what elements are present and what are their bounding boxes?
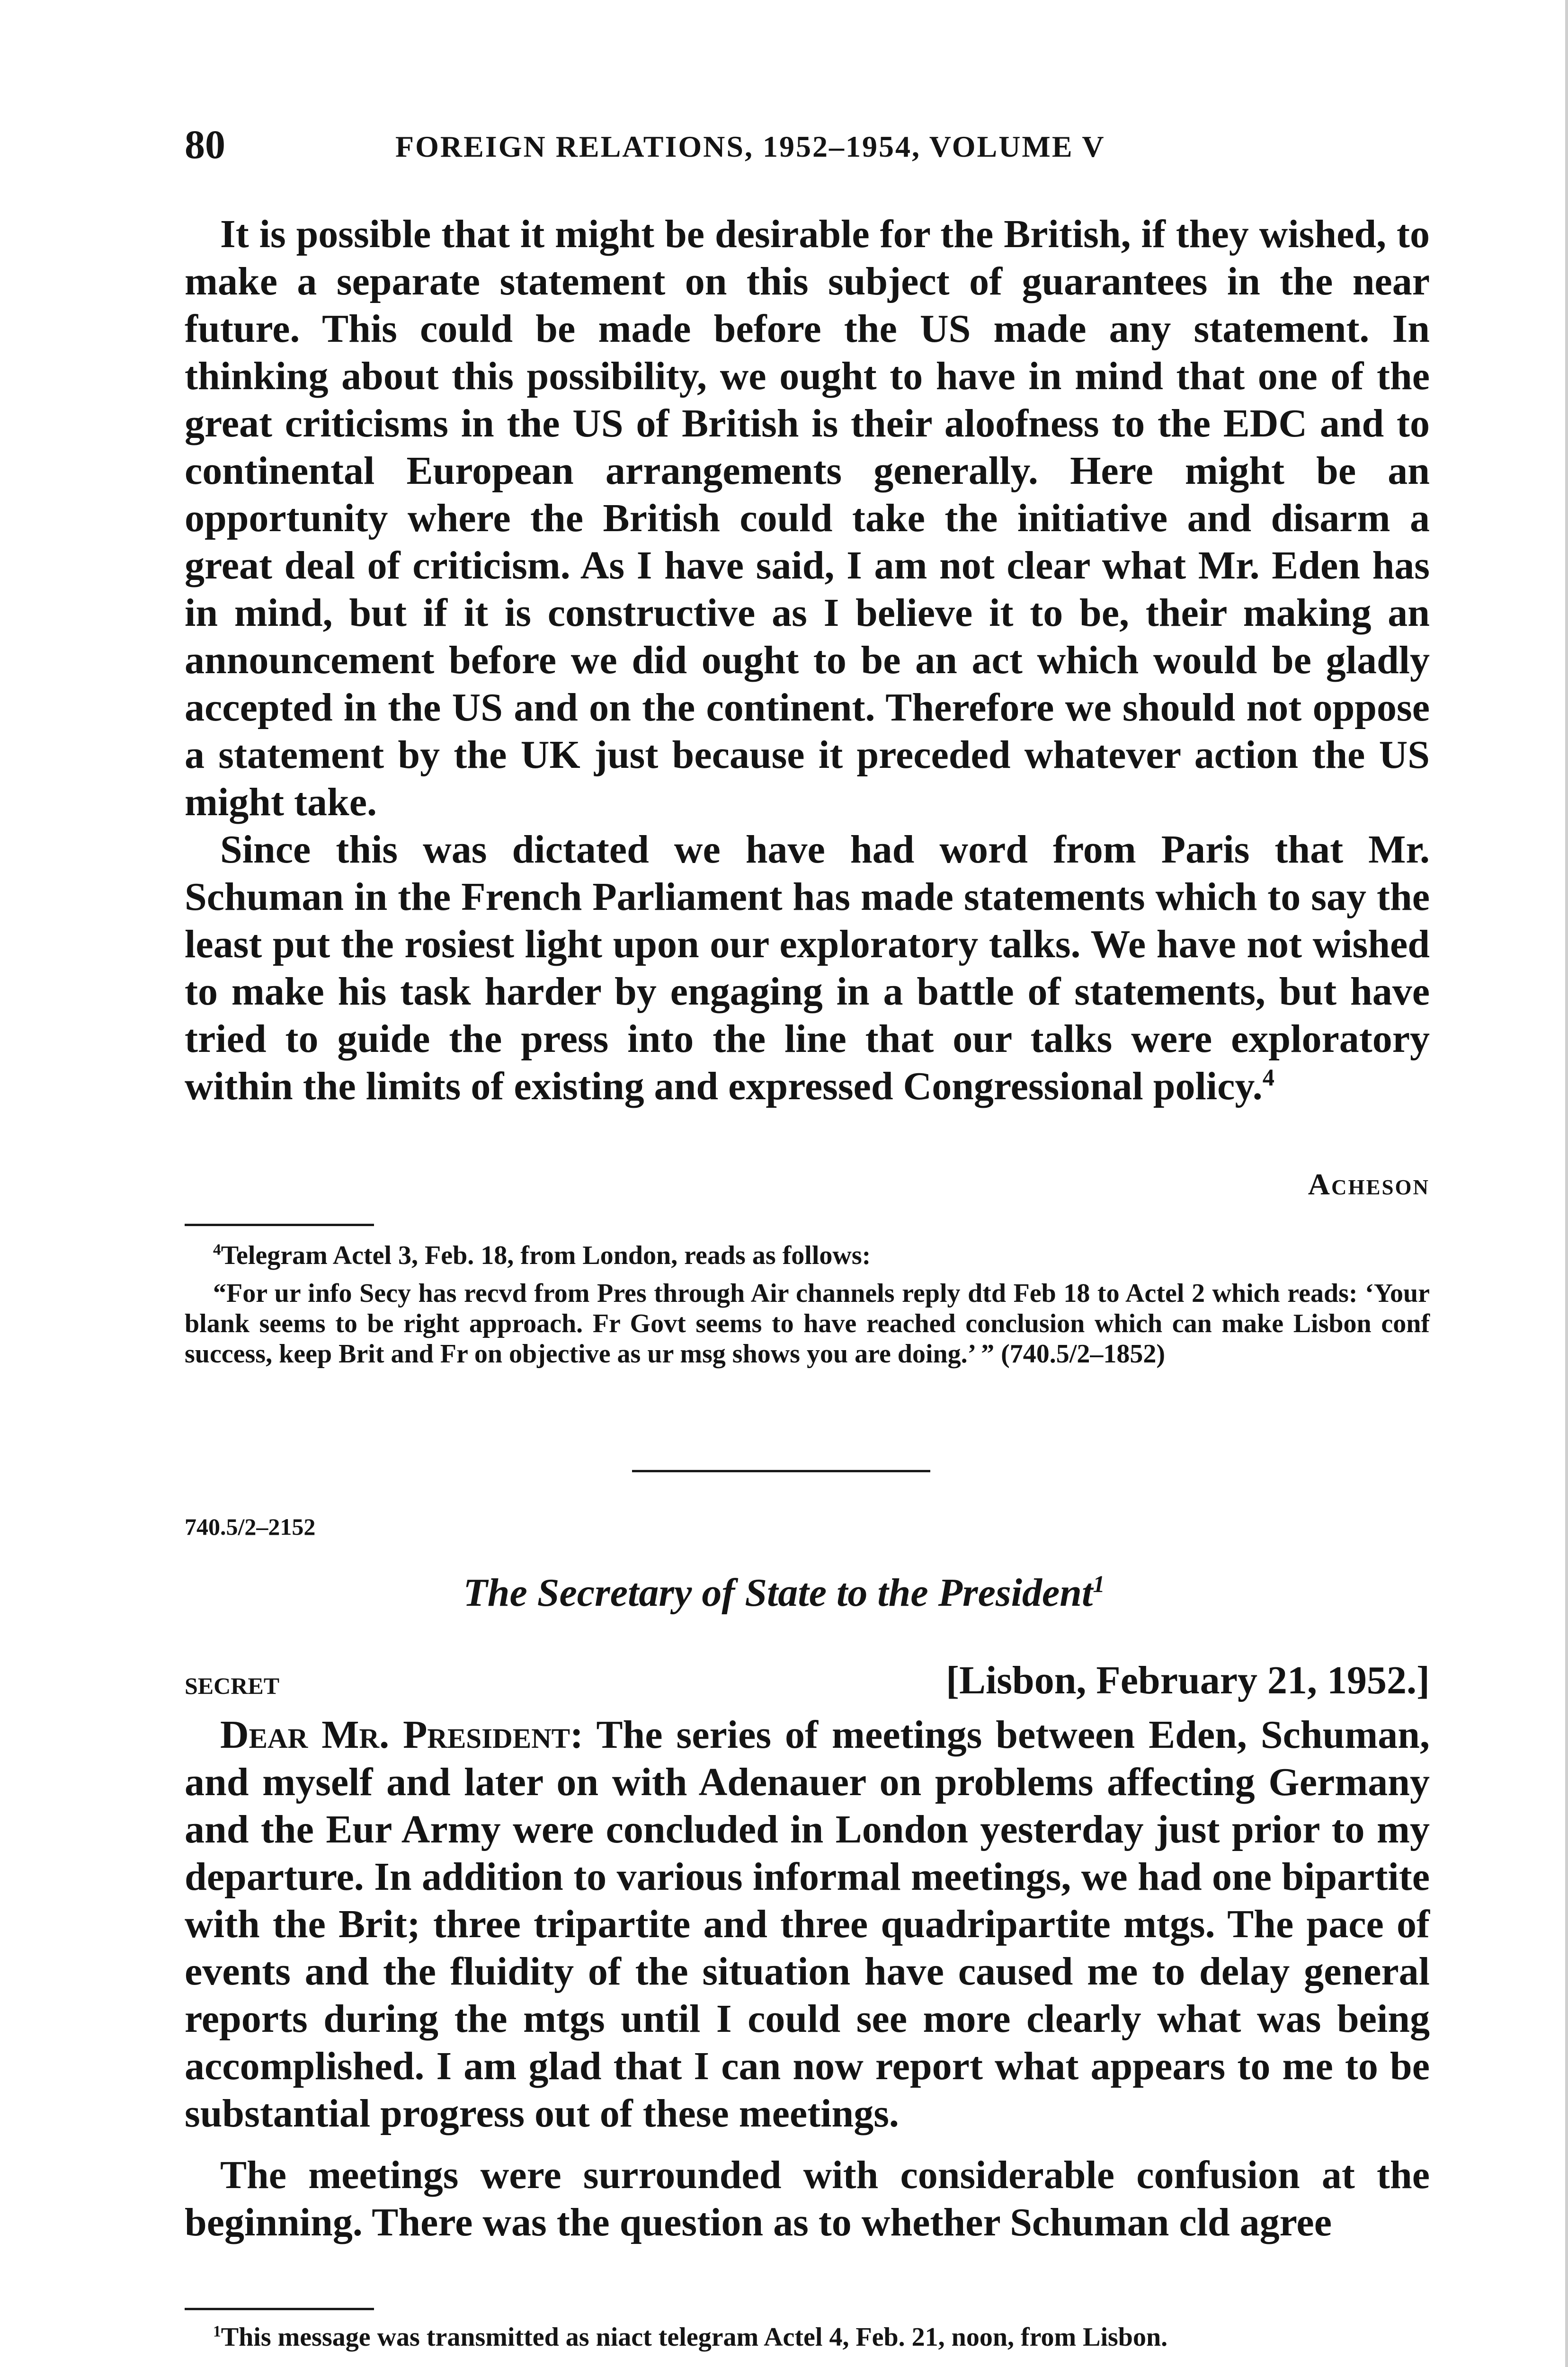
file-number: 740.5/2–2152 bbox=[185, 1513, 316, 1540]
doc2-paragraph-1-text: The series of meetings between Eden, Schuman, and myself and later on with Adenauer on problems affecting Germany and the Eur Army were concluded in London yesterday just prior to my departure. In addition to various informal meetings, we had one bipartite with the Brit; three tripartite and three quadripartite mtgs. The pace of events and the fluidity of the situation have caused me to delay general reports during the mtgs until I could see more clearly what was being accomplished. I am glad that I can now report what appears to me to be substantial progress out of these meetings. bbox=[185, 1713, 1430, 2136]
running-head: FOREIGN RELATIONS, 1952–1954, VOLUME V bbox=[395, 130, 1105, 163]
footnote-1-text: This message was transmitted as niact telegram Actel 4, Feb. 21, noon, from Lisbon. bbox=[221, 2323, 1168, 2352]
doc1-paragraph-2 bbox=[185, 826, 1430, 1110]
footnote-rule-2 bbox=[185, 2308, 374, 2310]
page-header bbox=[185, 118, 1416, 170]
footnote-4-intro bbox=[185, 1240, 1430, 1271]
doc2-body bbox=[185, 1711, 1430, 2246]
place-date: [Lisbon, February 21, 1952.] bbox=[945, 1658, 1430, 1702]
doc1-paragraph-2-text: Since this was dictated we have had word from Paris that Mr. Schuman in the French Parliament has made statements which to say the least put the rosiest light upon our exploratory talks. We have not wished to make his task harder by engaging in a battle of statements, but have tried to guide the press into the line that our talks were exploratory within the limits of existing and expressed Congressional policy. bbox=[185, 828, 1430, 1108]
signature: Acheson bbox=[1308, 1167, 1430, 1201]
document-separator bbox=[632, 1470, 930, 1472]
doc1-body bbox=[185, 211, 1430, 1110]
document-title-text: The Secretary of State to the President bbox=[463, 1571, 1093, 1615]
doc2-paragraph-1 bbox=[185, 1711, 1430, 2137]
footnote-1 bbox=[185, 2322, 1430, 2352]
footnote-ref-4: 4 bbox=[1262, 1064, 1274, 1091]
footnote-rule bbox=[185, 1224, 374, 1226]
document-title bbox=[0, 1567, 1568, 1619]
doc2-paragraph-2: The meetings were surrounded with considerable confusion at the beginning. There was the question as to whether Schuman cld agree bbox=[185, 2153, 1430, 2244]
page-number: 80 bbox=[185, 122, 225, 167]
salutation: Dear Mr. President: bbox=[220, 1713, 584, 1757]
footnote-4-quote: “For ur info Secy has recvd from Pres through Air channels reply dtd Feb 18 to Actel 2 which reads: ‘Your blank seems to be right approach. Fr Govt seems to have reached conclusion which can make Lisbon conf success, keep Brit and Fr on objective as ur msg shows you are doing.’ ” (740.5/2–1852) bbox=[185, 1279, 1430, 1369]
footnote-4-marker: 4 bbox=[213, 1241, 221, 1259]
classification-label: SECRET bbox=[185, 1673, 280, 1699]
footnote-ref-1: 1 bbox=[1093, 1571, 1105, 1597]
doc1-paragraph-1: It is possible that it might be desirable for the British, if they wished, to make a separate statement on this subject of guarantees in the near future. This could be made before the US made any statement. In thinking about this possibility, we ought to have in mind that one of the great criticisms in the US of British is their aloofness to the EDC and to continental European arrangements generally. Here might be an opportunity where the British could take the initiative and disarm a great deal of criticism. As I have said, I am not clear what Mr. Eden has in mind, but if it is constructive as I believe it to be, their making an announcement before we did ought to be an act which would be gladly accepted in the US and on the continent. Therefore we should not oppose a statement by the UK just because it preceded whatever action the US might take. bbox=[185, 212, 1430, 824]
page-edge-rule bbox=[1565, 0, 1568, 2367]
footnote-4-intro-text: Telegram Actel 3, Feb. 18, from London, reads as follows: bbox=[221, 1241, 871, 1270]
footnote-1-marker: 1 bbox=[213, 2323, 221, 2340]
